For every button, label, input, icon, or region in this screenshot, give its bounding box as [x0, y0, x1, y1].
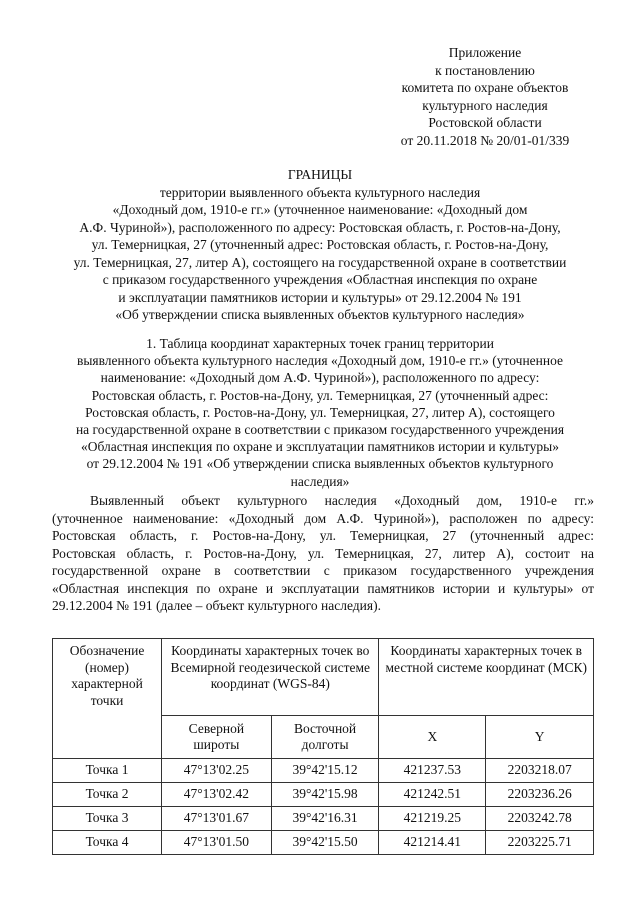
section-line: от 29.12.2004 № 191 «Об утверждении списка выявленных объектов культурного: [86, 456, 554, 472]
appendix-line: культурного наследия: [422, 97, 548, 113]
cell-point: Точка 3: [53, 807, 162, 831]
paragraph-line: (уточненное наименование: «Доходный дом А.Ф. Чуриной»), расположен по адресу:: [52, 510, 594, 526]
body-paragraph: [52, 492, 594, 615]
cell-y: 2203242.78: [486, 807, 594, 831]
cell-y: 2203236.26: [486, 783, 594, 807]
paragraph-line: Ростовская область, г. Ростов-на-Дону, ул. Темерницкая, 27, литер А), состоит на: [52, 545, 594, 561]
cell-y: 2203225.71: [486, 831, 594, 855]
cell-lon: 39°42'15.12: [271, 759, 379, 783]
table-row: [53, 783, 594, 807]
coordinates-table: [52, 638, 594, 855]
section-line: наследия»: [290, 473, 350, 489]
header-msk: Координаты характерных точек в местной системе координат (МСК): [379, 639, 594, 716]
cell-point: Точка 4: [53, 831, 162, 855]
appendix-line: от 20.11.2018 № 20/01-01/339: [400, 132, 570, 148]
title-line: «Доходный дом, 1910-е гг.» (уточненное наименование: «Доходный дом: [112, 202, 528, 217]
title-line: территории выявленного объекта культурного наследия: [159, 184, 481, 200]
table-header-row: [53, 639, 594, 716]
section-line: «Областная инспекция по охране и эксплуатации памятников истории и культуры»: [81, 439, 559, 455]
appendix-header: [380, 44, 590, 149]
appendix-line: Ростовской области: [428, 115, 542, 130]
paragraph-line: Выявленный объект культурного наследия «Доходный дом, 1910-е гг.»: [90, 493, 594, 508]
cell-lat: 47°13'02.42: [162, 783, 272, 807]
title-line: и эксплуатации памятников истории и культуры» от 29.12.2004 № 191: [118, 289, 522, 305]
document-title: [40, 166, 600, 324]
paragraph-line: Ростовская область, г. Ростов-на-Дону, ул. Темерницкая, 27 (уточненный адрес:: [52, 528, 594, 543]
cell-point: Точка 2: [53, 783, 162, 807]
section-line: Ростовская область, г. Ростов-на-Дону, ул. Темерницкая, 27, литер А), состоящего: [85, 404, 555, 420]
paragraph-line: государственной охране в соответствии с приказом государственного учреждения: [52, 563, 594, 578]
title-line: ул. Темерницкая, 27, литер А), состоящего на государственной охране в соответствии: [73, 254, 567, 270]
cell-lon: 39°42'16.31: [271, 807, 379, 831]
header-x: X: [379, 716, 486, 759]
title-line: «Об утверждении списка выявленных объектов культурного наследия»: [115, 307, 525, 322]
cell-lon: 39°42'15.98: [271, 783, 379, 807]
header-east: Восточной долготы: [271, 716, 379, 759]
section-line: наименование: «Доходный дом А.Ф. Чуриной»), расположенного по адресу:: [100, 370, 540, 386]
header-y: Y: [486, 716, 594, 759]
header-north: Северной широты: [162, 716, 272, 759]
appendix-line: к постановлению: [435, 62, 535, 78]
cell-lon: 39°42'15.50: [271, 831, 379, 855]
table-row: [53, 759, 594, 783]
cell-lat: 47°13'01.67: [162, 807, 272, 831]
paragraph-line: 29.12.2004 № 191 (далее – объект культурного наследия).: [52, 598, 381, 613]
section-line: на государственной охране в соответствии с приказом государственного учреждения: [75, 422, 565, 438]
appendix-line: комитета по охране объектов: [401, 80, 569, 95]
section-line: Ростовская область, г. Ростов-на-Дону, ул. Темерницкая, 27 (уточненный адрес:: [91, 387, 549, 403]
title-line: А.Ф. Чуриной»), расположенного по адресу: Ростовская область, г. Ростов-на-Дону,: [79, 219, 561, 235]
cell-lat: 47°13'01.50: [162, 831, 272, 855]
title-line: ул. Темерницкая, 27 (уточненный адрес: Ростовская область, г. Ростов-на-Дону,: [91, 237, 549, 252]
section-line: 1. Таблица координат характерных точек границ территории: [146, 336, 494, 351]
paragraph-line: «Областная инспекция по охране и эксплуатации памятников истории и культуры» от: [52, 580, 594, 596]
table-row: [53, 831, 594, 855]
appendix-line: Приложение: [448, 45, 522, 60]
header-wgs: Координаты характерных точек во Всемирной геодезической системе координат (WGS-84): [162, 639, 379, 716]
cell-x: 421219.25: [379, 807, 486, 831]
cell-x: 421242.51: [379, 783, 486, 807]
title-line: с приказом государственного учреждения «Областная инспекция по охране: [102, 272, 538, 287]
section-line: выявленного объекта культурного наследия «Доходный дом, 1910-е гг.» (уточненное: [76, 353, 564, 369]
cell-x: 421214.41: [379, 831, 486, 855]
cell-lat: 47°13'02.25: [162, 759, 272, 783]
header-point: Обозначение (номер) характерной точки: [53, 639, 162, 759]
table-row: [53, 807, 594, 831]
title-heading: ГРАНИЦЫ: [287, 167, 353, 182]
cell-x: 421237.53: [379, 759, 486, 783]
cell-point: Точка 1: [53, 759, 162, 783]
section-heading: [40, 335, 600, 490]
cell-y: 2203218.07: [486, 759, 594, 783]
